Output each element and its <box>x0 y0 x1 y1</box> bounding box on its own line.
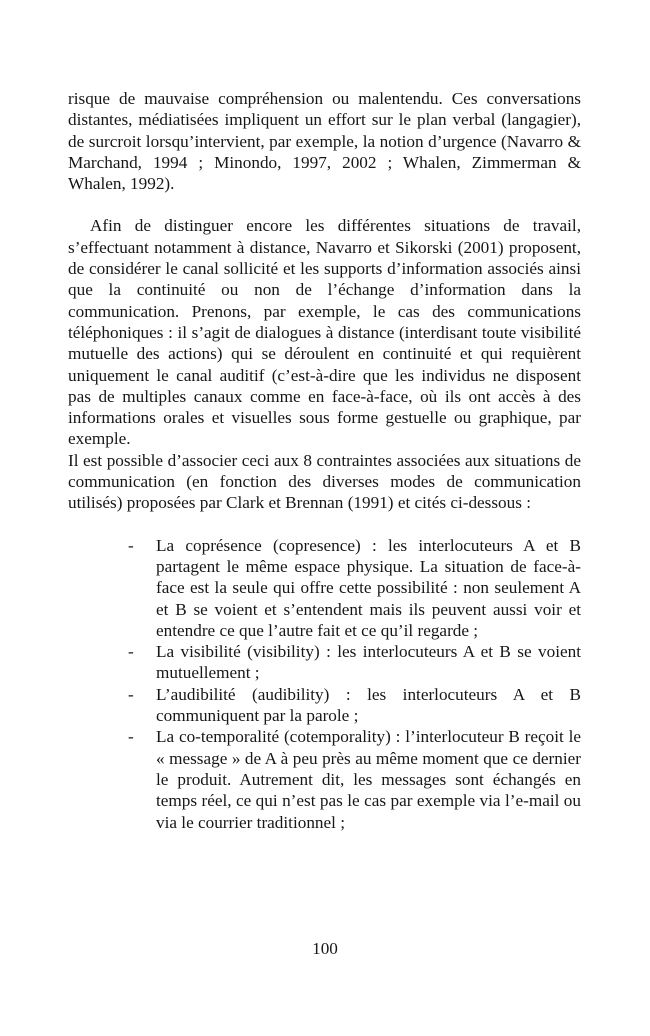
list-item <box>128 535 581 641</box>
list-spacer <box>68 514 581 535</box>
paragraph-continuation: risque de mauvaise compréhension ou malentendu. Ces conversations distantes, médiatisées impliquent un effort sur le plan verbal (langagier), de surcroit lorsqu’intervient, par exemple, la notion d’urgence (Navarro & Marchand, 1994 ; Minondo, 1997, 2002 ; Whalen, Zimmerman & Whalen, 1992). <box>68 89 581 194</box>
paragraph-clark-brennan: Il est possible d’associer ceci aux 8 contraintes associées aux situations de communication (en fonction des diverses modes de communication utilisés) proposées par Clark et Brennan (1991) et cités ci-dessous : <box>68 450 581 513</box>
list-item <box>128 726 581 832</box>
list-bullet-dash-icon: - <box>128 642 134 662</box>
list-item-text: La coprésence (copresence) : les interlocuteurs A et B partagent le même espace physique. La situation de face-à-face est la seule qui offre cette possibilité : non seulement A et B se voient et s’entendent mais ils peuvent aussi voir et entendre ce que l’autre fait et ce qu’il regarde ; <box>156 535 581 640</box>
list-bullet-dash-icon: - <box>128 535 134 555</box>
constraint-list <box>68 535 581 833</box>
list-item <box>128 641 581 684</box>
list-item-text: L’audibilité (audibility) : les interlocuteurs A et B communiquent par la parole ; <box>156 684 581 726</box>
list-item-text: La co-temporalité (cotemporality) : l’interlocuteur B reçoit le « message » de A à peu près au même moment que ce dernier le produit. Autrement dit, les messages sont échangés en temps réel, ce qui n’est pas le cas par exemple via l’e-mail ou via le courrier traditionnel ; <box>156 727 581 832</box>
list-item-text: La visibilité (visibility) : les interlocuteurs A et B se voient mutuellement ; <box>156 642 581 683</box>
list-bullet-dash-icon: - <box>128 684 134 704</box>
list-item <box>128 684 581 727</box>
list-bullet-dash-icon: - <box>128 727 134 747</box>
paragraph-spacer <box>68 194 581 215</box>
page-text-block <box>68 88 581 833</box>
paragraph-navarro-sikorski: Afin de distinguer encore les différentes situations de travail, s’effectuant notamment à distance, Navarro et Sikorski (2001) proposent, de considérer le canal sollicité et les supports d’information associés ainsi que la continuité ou non de l’échange d’information dans la communication. Prenons, par exemple, le cas des communications téléphoniques : il s’agit de dialogues à distance (interdisant toute visibilité mutuelle des actions) qui se déroulent en continuité et qui requièrent uniquement le canal auditif (c’est-à-dire que les individus ne disposent pas de multiples canaux comme en face-à-face, où ils ont accès à des informations orales et visuelles sous forme gestuelle ou graphique, par exemple. <box>68 216 581 449</box>
page-number: 100 <box>312 939 338 958</box>
